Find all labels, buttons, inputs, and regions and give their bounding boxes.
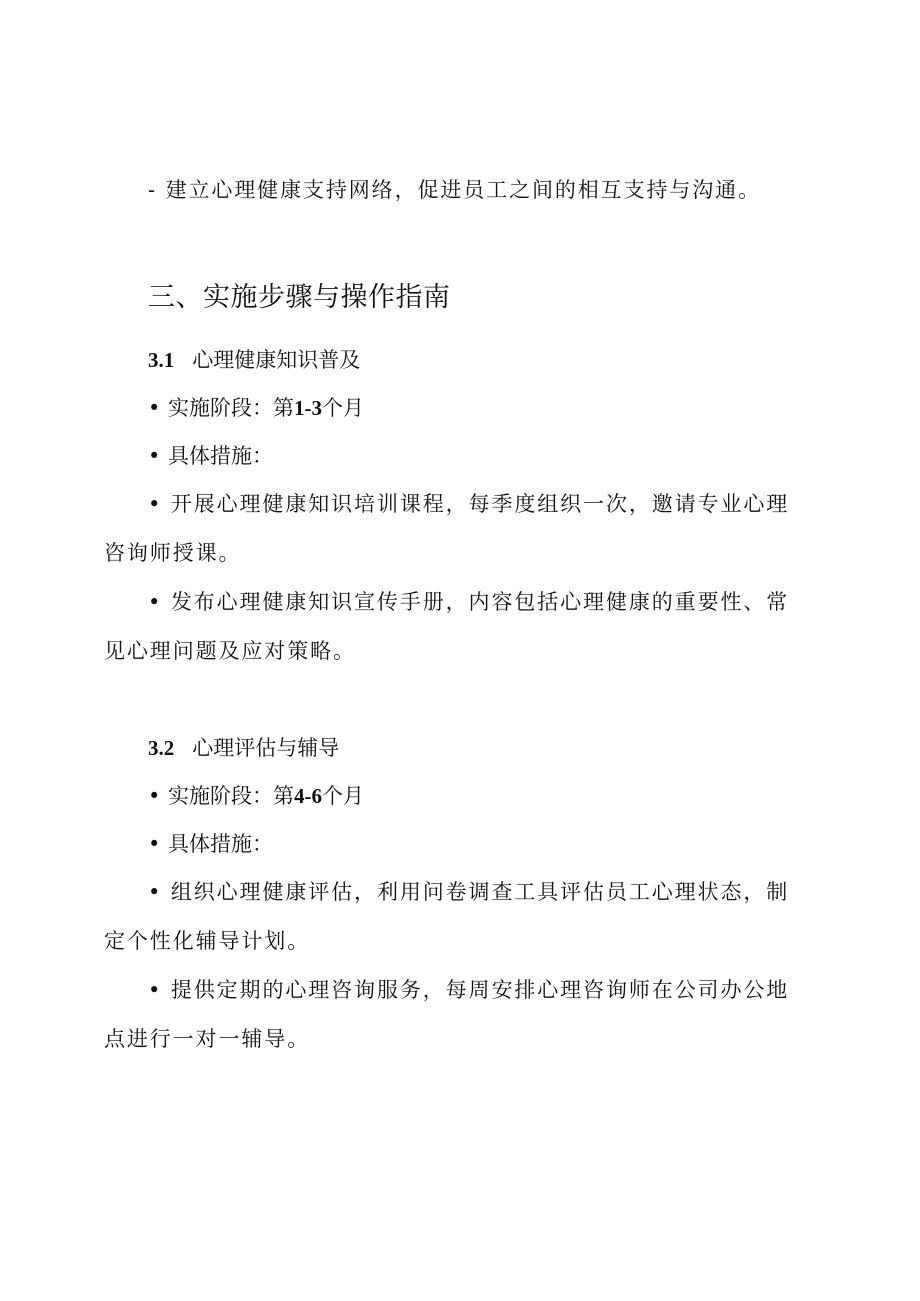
subsection-heading-3-2 <box>148 738 339 759</box>
measures-line <box>148 834 273 855</box>
measures-label: 具体措施： <box>168 832 273 856</box>
phase-label: 实施阶段： <box>168 396 273 420</box>
measure-item-line: 见心理问题及应对策略。 <box>104 639 356 663</box>
measure-item-line: • 发布心理健康知识宣传手册，内容包括心理健康的重要性、常 <box>148 590 790 614</box>
section-title: 三、实施步骤与操作指南 <box>148 282 451 313</box>
subsection-title: 心理评估与辅导 <box>192 736 340 760</box>
phase-prefix: 第 <box>273 396 294 420</box>
measure-item-line: • 组织心理健康评估，利用问卷调查工具评估员工心理状态，制 <box>148 880 790 904</box>
bullet-icon: • <box>148 832 161 856</box>
phase-range: 4-6 <box>294 784 322 808</box>
phase-line <box>148 398 364 419</box>
measures-label: 具体措施： <box>168 444 273 468</box>
phase-suffix: 个月 <box>322 784 364 808</box>
measure-item-line: 咨询师授课。 <box>104 541 242 565</box>
phase-prefix: 第 <box>273 784 294 808</box>
measure-item-line: 点进行一对一辅导。 <box>104 1027 311 1051</box>
measure-item-line: 定个性化辅导计划。 <box>104 929 311 953</box>
subsection-number: 3.2 <box>148 736 175 760</box>
bullet-icon: • <box>148 784 161 808</box>
measure-item-line: • 提供定期的心理咨询服务，每周安排心理咨询师在公司办公地 <box>148 978 790 1002</box>
subsection-heading-3-1 <box>148 350 360 371</box>
bullet-icon: • <box>148 444 161 468</box>
measures-line <box>148 446 273 467</box>
subsection-title: 心理健康知识普及 <box>192 348 361 372</box>
phase-line <box>148 786 364 807</box>
subsection-number: 3.1 <box>148 348 175 372</box>
phase-suffix: 个月 <box>322 396 364 420</box>
bullet-icon: • <box>148 396 161 420</box>
phase-range: 1-3 <box>294 396 322 420</box>
measure-item-line: • 开展心理健康知识培训课程，每季度组织一次，邀请专业心理 <box>148 492 790 516</box>
phase-label: 实施阶段： <box>168 784 273 808</box>
intro-line: - 建立心理健康支持网络，促进员工之间的相互支持与沟通。 <box>148 178 761 202</box>
